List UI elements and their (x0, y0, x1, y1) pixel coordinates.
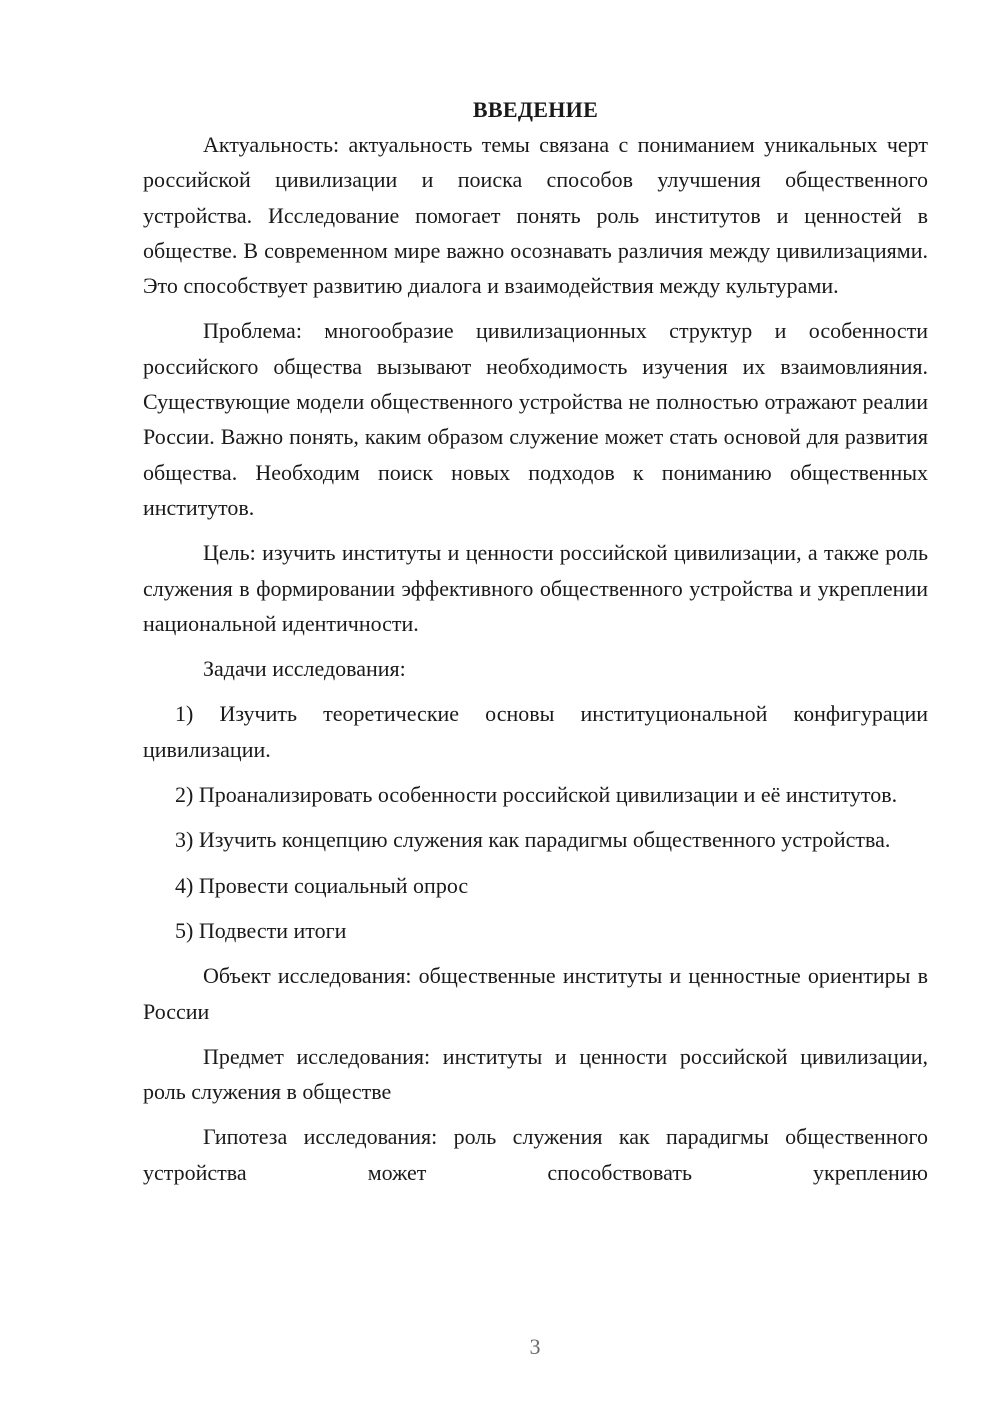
paragraph-object: Объект исследования: общественные институты и ценностные ориентиры в России (143, 963, 928, 1024)
paragraph-goal: Цель: изучить институты и ценности российской цивилизации, а также роль служения в формировании эффективного общественного устройства и укреплении национальной идентичности. (143, 540, 928, 636)
paragraph-hypothesis: Гипотеза исследования: роль служения как парадигмы общественного устройства может способствовать укреплению (143, 1124, 928, 1185)
paragraph-problem: Проблема: многообразие цивилизационных структур и особенности российского общества вызывают необходимость изучения их взаимовлияния. Существующие модели общественного устройства не полностью отражают реалии России. Важно понять, каким образом служение может стать основой для развития общества. Необходим поиск новых подходов к пониманию общественных институтов. (143, 318, 928, 520)
task-item-1: 1) Изучить теоретические основы институциональной конфигурации цивилизации. (143, 701, 928, 762)
paragraph-relevance: Актуальность: актуальность темы связана с пониманием уникальных черт российской цивилизации и поиска способов улучшения общественного устройства. Исследование помогает понять роль институтов и ценностей в обществе. В современном мире важно осознавать различия между цивилизациями. Это способствует развитию диалога и взаимодействия между культурами. (143, 132, 928, 299)
paragraph-subject: Предмет исследования: институты и ценности российской цивилизации, роль служения в обществе (143, 1043, 928, 1105)
task-item-4: 4) Провести социальный опрос (175, 872, 469, 898)
page-title: ВВЕДЕНИЕ (472, 97, 599, 122)
task-item-3: 3) Изучить концепцию служения как парадигмы общественного устройства. (175, 827, 891, 853)
task-item-2: 2) Проанализировать особенности российской цивилизации и её институтов. (175, 782, 898, 808)
document-page (143, 92, 928, 1200)
page-number: 3 (529, 1334, 541, 1359)
task-item-5: 5) Подвести итоги (175, 917, 347, 943)
tasks-heading: Задачи исследования: (203, 656, 406, 682)
